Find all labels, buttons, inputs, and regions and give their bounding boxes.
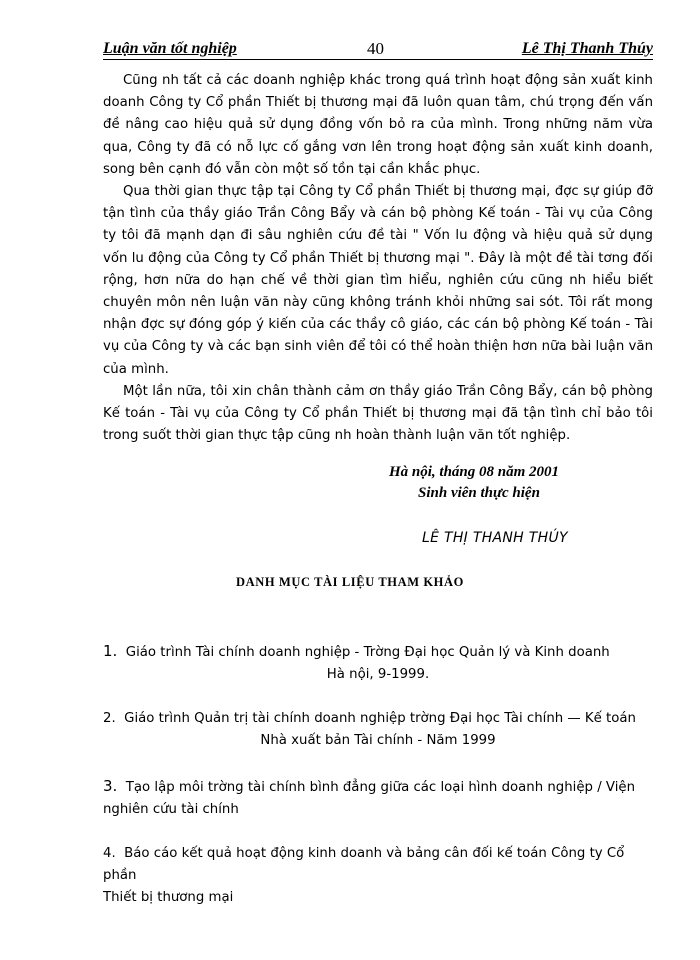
body-text bbox=[103, 70, 653, 447]
header-author: Lê Thị Thanh Thúy bbox=[521, 40, 653, 57]
page-number: 40 bbox=[367, 39, 384, 58]
reference-text: Giáo trình Tài chính doanh nghiệp - Trờng Đại học Quản lý và Kinh doanh bbox=[125, 645, 610, 660]
signature-place-date: Hà nội, tháng 08 năm 2001 bbox=[389, 464, 560, 480]
reference-number: 2. bbox=[103, 711, 116, 726]
reference-item-4 bbox=[103, 843, 653, 909]
reference-text-cont: Thiết bị thương mại bbox=[103, 890, 234, 905]
paragraph-2: Qua thời gian thực tập tại Công ty Cổ phần Thiết bị thương mại, đợc sự giúp đỡ tận tình của thầy giáo Trần Công Bẩy và cán bộ phòng Kế toán - Tài vụ của Công ty tôi đã mạnh dạn đi sâu nghiên cứu đề tài " Vốn lu động và hiệu quả sử dụng vốn lu động của Công ty Cổ phần Thiết bị thương mại ". Đây là một đề tài tơng đối rộng, hơn nữa do hạn chế về thời gian tìm hiểu, nghiên cứu cũng nh hiểu biết chuyên môn nên luận văn này cũng không tránh khỏi những sai sót. Tôi rất mong nhận đợc sự đóng góp ý kiến của các thầy cô giáo, các cán bộ phòng Kế toán - Tài vụ của Công ty và các bạn sinh viên để tôi có thể hoàn thiện hơn nữa bài luận văn của mình. bbox=[103, 184, 653, 377]
paragraph-1: Cũng nh tất cả các doanh nghiệp khác trong quá trình hoạt động sản xuất kinh doanh Công ty Cổ phần Thiết bị thương mại đã luôn quan tâm, chú trọng đến vấn đề nâng cao hiệu quả sử dụng đồng vốn bỏ ra của mình. Trong những năm vừa qua, Công ty đã có nỗ lực cố gắng vơn lên trong hoạt động sản xuất kinh doanh, song bên cạnh đó vẫn còn một số tồn tại cần khắc phục. bbox=[103, 73, 653, 177]
signature-role: Sinh viên thực hiện bbox=[418, 485, 540, 501]
reference-text-cont: Hà nội, 9-1999. bbox=[326, 667, 430, 682]
reference-item-1 bbox=[103, 640, 653, 686]
paragraph-3: Một lần nữa, tôi xin chân thành cảm ơn thầy giáo Trần Công Bẩy, cán bộ phòng Kế toán - Tài vụ của Công ty Cổ phần Thiết bị thương mại đã tận tình chỉ bảo tôi trong suốt thời gian thực tập cũng nh hoàn thành luận văn tốt nghiệp. bbox=[103, 383, 653, 444]
reference-text: Báo cáo kết quả hoạt động kinh doanh và bảng cân đối kế toán Công ty Cổ phần bbox=[103, 846, 625, 883]
reference-number: 3. bbox=[103, 777, 118, 795]
header-divider bbox=[103, 59, 653, 60]
reference-number: 4. bbox=[103, 846, 116, 861]
reference-text-cont: nghiên cứu tài chính bbox=[103, 802, 239, 817]
reference-text: Giáo trình Quản trị tài chính doanh nghiệp trờng Đại học Tài chính — Kế toán bbox=[124, 711, 636, 726]
signature-name: LÊ THỊ THANH THÚY bbox=[422, 530, 568, 546]
reference-item-3 bbox=[103, 775, 653, 821]
reference-item-2 bbox=[103, 708, 653, 752]
header-thesis-label: Luận văn tốt nghiệp bbox=[103, 40, 237, 57]
reference-number: 1. bbox=[103, 642, 118, 660]
references-title: DANH MỤC TÀI LIỆU THAM KHẢO bbox=[236, 575, 464, 589]
reference-text-cont: Nhà xuất bản Tài chính - Năm 1999 bbox=[260, 733, 496, 748]
reference-text: Tạo lập môi trờng tài chính bình đẳng giữa các loại hình doanh nghiệp / Viện bbox=[125, 780, 636, 795]
